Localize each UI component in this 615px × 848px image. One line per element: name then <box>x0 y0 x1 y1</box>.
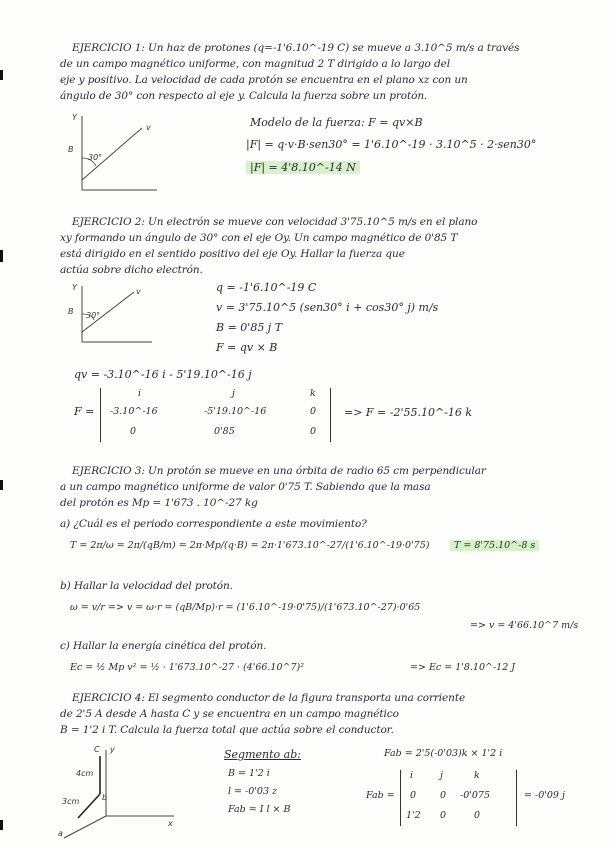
exercise-4-fab: Fab = 2'5(-0'03)k × 1'2 i <box>384 748 503 759</box>
det-k: k <box>474 770 480 781</box>
point-c-label: C <box>94 745 100 754</box>
det-r2c1: 1'2 <box>406 810 421 821</box>
exercise-1-result: |F| = 4'8.10^-14 N <box>246 161 360 174</box>
exercise-4-segment-title: Segmento ab: <box>224 748 301 761</box>
axis-x-label: x <box>168 819 173 828</box>
page-edge-mark <box>0 480 3 490</box>
exercise-2-result: => F = -2'55.10^-16 k <box>344 406 473 419</box>
point-a-label: a <box>58 829 63 838</box>
axis-y-label: Y <box>72 283 77 292</box>
det-right-bar <box>516 770 517 826</box>
det-j: j <box>440 770 443 781</box>
z-axis <box>64 816 106 838</box>
exercise-3-question-c: c) Hallar la energía cinética del protón. <box>60 640 267 652</box>
exercise-1-vector-diagram <box>62 108 162 198</box>
vector-v-label: v <box>146 123 151 132</box>
angle-label: 30° <box>86 311 101 320</box>
length-3cm-label: 3cm <box>62 797 80 806</box>
vector-v-label: v <box>136 287 141 296</box>
exercise-3-eq-b: ω = v/r => v = ω·r = (qB/Mp)·r = (1'6.10^-19·0'75)/(1'673.10^-27)·0'65 <box>70 602 421 613</box>
exercise-2-charge: q = -1'6.10^-19 C <box>216 281 317 294</box>
segment-ba <box>78 794 100 818</box>
page-edge-mark <box>0 820 3 830</box>
exercise-3-line-3: del protón es Mp = 1'673 . 10^-27 kg <box>60 497 258 509</box>
page-edge-mark <box>0 70 3 80</box>
exercise-2-line-3: está dirigido en el sentido positivo del eje Oy. Hallar la fuerza que <box>60 248 405 260</box>
length-4cm-label: 4cm <box>76 769 94 778</box>
det-r1c3: 0 <box>310 406 317 417</box>
det-r1c2: 0 <box>440 790 447 801</box>
det-r2c1: 0 <box>130 426 137 437</box>
exercise-1-equation: |F| = q·v·B·sen30° = 1'6.10^-19 · 3.10^5 · 2·sen30° <box>246 138 537 151</box>
exercise-3-result-a: T = 8'75.10^-8 s <box>450 540 539 551</box>
exercise-2-vector-diagram <box>62 280 162 350</box>
page-edge-mark <box>0 250 3 262</box>
det-left-bar <box>100 388 101 442</box>
det-r1c3: -0'075 <box>460 790 490 801</box>
angle-label: 30° <box>88 153 103 162</box>
exercise-1-line-1: EJERCICIO 1: Un haz de protones (q=-1'6.10^-19 C) se mueve a 3.10^5 m/s a través <box>72 42 520 54</box>
det-right-bar <box>330 388 331 442</box>
det-r1c2: -5'19.10^-16 <box>204 406 267 417</box>
vector-b-label: B <box>68 307 74 316</box>
exercise-2-line-1: EJERCICIO 2: Un electrón se mueve con velocidad 3'75.10^5 m/s en el plano <box>72 216 478 228</box>
exercise-3-result-c: => Ec = 1'8.10^-12 J <box>410 662 516 673</box>
exercise-4-seg-force: Fab = I l × B <box>228 804 291 815</box>
exercise-1-model: Modelo de la fuerza: F = qv×B <box>250 116 423 129</box>
exercise-4-seg-length: l = -0'03 z <box>228 786 278 797</box>
exercise-3-question-a: a) ¿Cuál es el periodo correspondiente a este movimiento? <box>60 518 367 530</box>
exercise-1-diagram <box>62 108 162 202</box>
axis-y-label: y <box>110 745 115 754</box>
det-r2c3: 0 <box>474 810 481 821</box>
exercise-4-conductor-diagram <box>50 742 180 842</box>
exercise-3-question-b: b) Hallar la velocidad del protón. <box>60 580 233 592</box>
det-r2c2: 0 <box>440 810 447 821</box>
axis-y-label: Y <box>72 113 77 122</box>
det-j: j <box>232 388 235 399</box>
exercise-1-line-2: de un campo magnético uniforme, con magnitud 2 T dirigido a lo largo del <box>60 58 451 70</box>
det-i: i <box>138 388 142 399</box>
exercise-2-qv: qv = -3.10^-16 i - 5'19.10^-16 j <box>74 368 252 381</box>
det-r1c1: -3.10^-16 <box>110 406 158 417</box>
exercise-4-seg-field: B = 1'2 i <box>228 768 270 779</box>
det-r2c2: 0'85 <box>214 426 235 437</box>
exercise-2-field: B = 0'85 j T <box>216 321 283 334</box>
exercise-3-eq-a: T = 2π/ω = 2π/(qB/m) = 2π·Mp/(q·B) = 2π·1'673.10^-27/(1'6.10^-19·0'75) <box>70 540 430 551</box>
exercise-2-diagram <box>62 280 162 354</box>
exercise-1-line-3: eje y positivo. La velocidad de cada protón se encuentra en el plano xz con un <box>60 74 468 86</box>
exercise-2-velocity: v = 3'75.10^5 (sen30° i + cos30° j) m/s <box>216 301 439 314</box>
exercise-1-line-4: ángulo de 30° con respecto al eje y. Calcula la fuerza sobre un protón. <box>60 90 428 102</box>
exercise-3-line-2: a un campo magnético uniforme de valor 0'75 T. Sabiendo que la masa <box>60 481 431 493</box>
det-i: i <box>410 770 414 781</box>
det-r1c1: 0 <box>410 790 417 801</box>
exercise-4-line-1: EJERCICIO 4: El segmento conductor de la figura transporta una corriente <box>72 692 466 704</box>
exercise-2-force-model: F = qv × B <box>216 341 278 354</box>
exercise-4-det-label: Fab = <box>366 790 395 801</box>
exercise-3-result-b: => v = 4'66.10^7 m/s <box>470 620 579 631</box>
det-r2c3: 0 <box>310 426 317 437</box>
exercise-2-line-4: actúa sobre dicho electrón. <box>60 264 203 276</box>
det-left-bar <box>400 770 401 826</box>
exercise-4-det-result: = -0'09 j <box>524 790 565 801</box>
exercise-3-eq-c: Ec = ½ Mp v² = ½ · 1'673.10^-27 · (4'66.10^7)² <box>70 662 305 673</box>
exercise-2-det-label: F = <box>74 405 95 418</box>
det-k: k <box>310 388 316 399</box>
exercise-4-diagram <box>50 742 180 846</box>
vector-b-label: B <box>68 145 74 154</box>
point-b-label: b <box>102 793 108 802</box>
exercise-2-line-2: xy formando un ángulo de 30° con el eje Oy. Un campo magnético de 0'85 T <box>60 232 458 244</box>
exercise-3-line-1: EJERCICIO 3: Un protón se mueve en una órbita de radio 65 cm perpendicular <box>72 465 486 477</box>
exercise-4-line-3: B = 1'2 i T. Calcula la fuerza total que actúa sobre el conductor. <box>60 724 394 736</box>
exercise-4-line-2: de 2'5 A desde A hasta C y se encuentra en un campo magnético <box>60 708 399 720</box>
